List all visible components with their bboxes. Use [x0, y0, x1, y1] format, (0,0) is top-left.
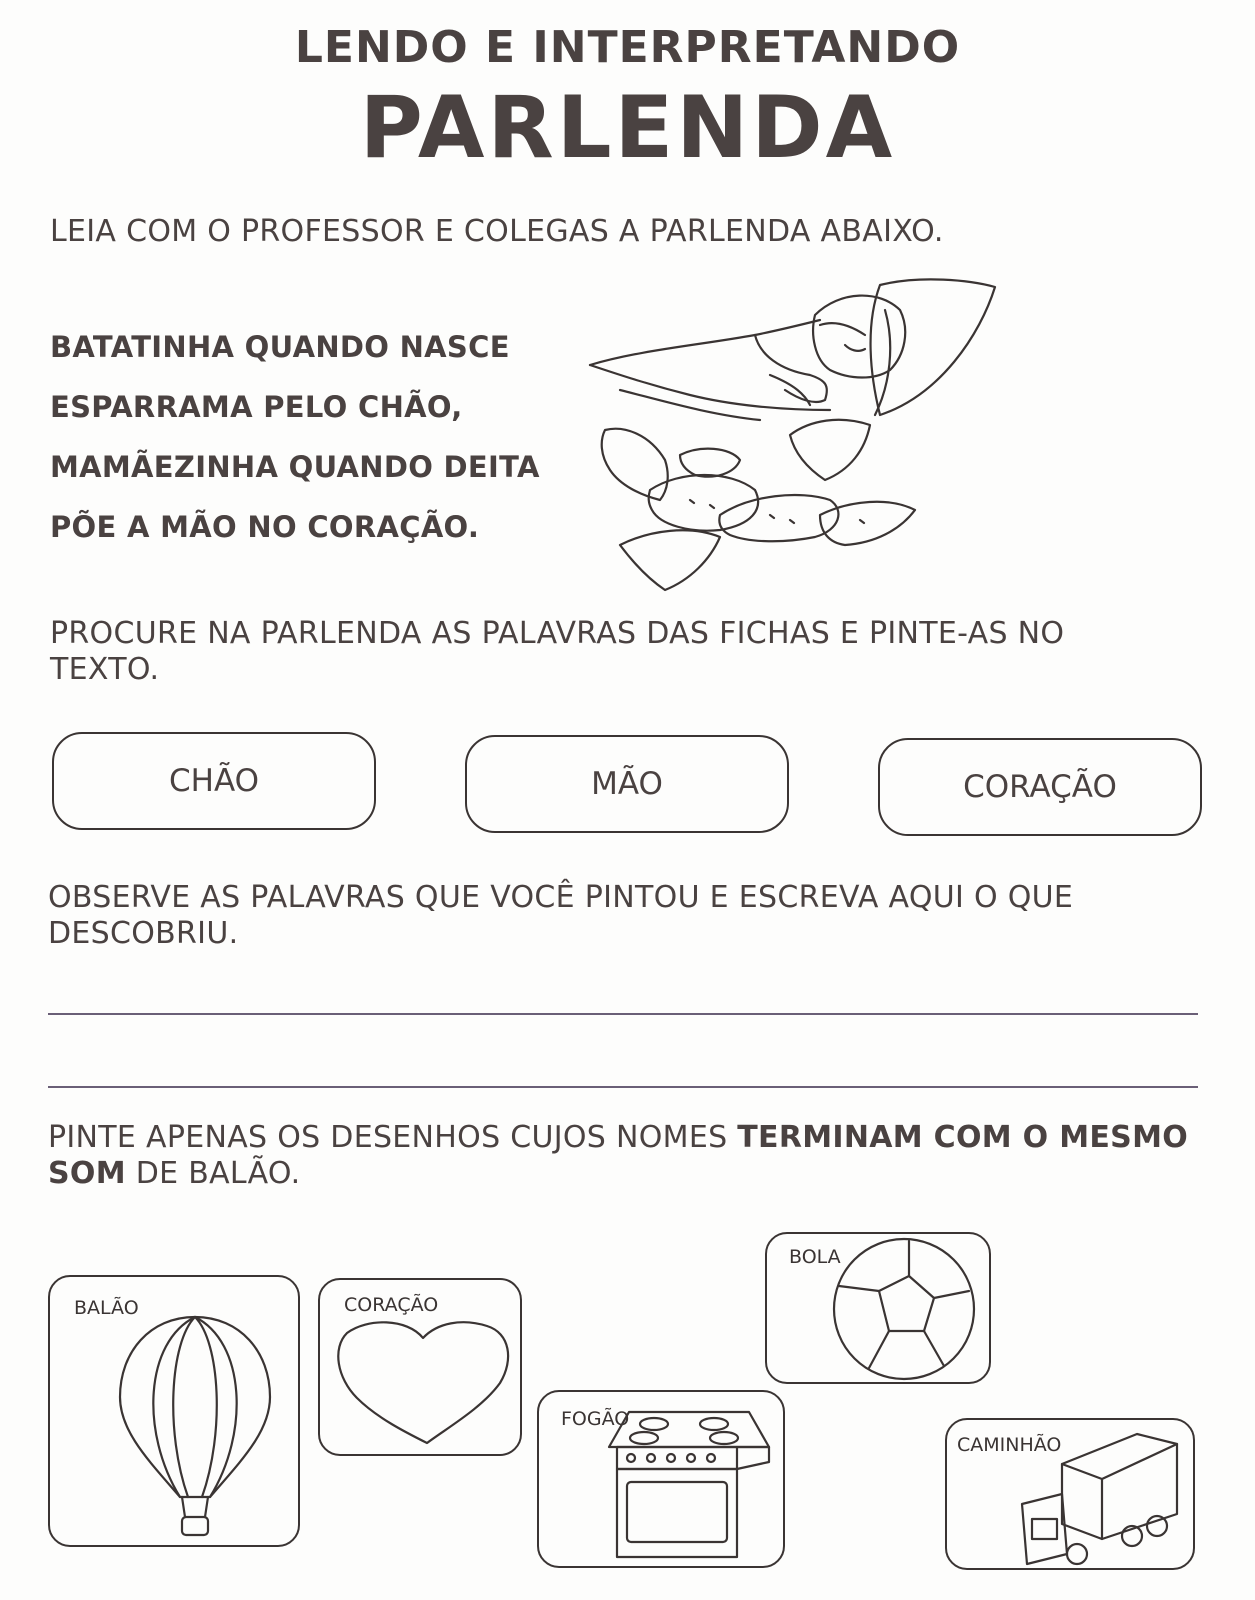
- heart-icon: [332, 1318, 514, 1448]
- sleeping-woman-potatoes-illustration: [580, 275, 1000, 615]
- observe-instruction-line-2: DESCOBRIU.: [48, 916, 239, 951]
- soccer-ball-icon: [829, 1236, 979, 1382]
- paint-instruction-bold-1: TERMINAM COM O MESMO: [737, 1120, 1189, 1155]
- picture-card-bola[interactable]: [765, 1232, 991, 1384]
- read-instruction: LEIA COM O PROFESSOR E COLEGAS A PARLENDA ABAIXO.: [50, 214, 944, 249]
- picture-card-fogao[interactable]: [537, 1390, 785, 1568]
- answer-line-1[interactable]: [48, 1013, 1198, 1015]
- poem-line-2: ESPARRAMA PELO CHÃO,: [50, 390, 463, 424]
- paint-instruction-post: DE BALÃO.: [125, 1156, 301, 1191]
- stove-icon: [599, 1402, 779, 1564]
- paint-instruction-pre: PINTE APENAS OS DESENHOS CUJOS NOMES: [48, 1120, 738, 1155]
- title-line-1: LENDO E INTERPRETANDO: [294, 22, 961, 73]
- picture-card-coracao[interactable]: [318, 1278, 522, 1456]
- poem-line-1: BATATINHA QUANDO NASCE: [50, 330, 510, 364]
- search-instruction-line-2: TEXTO.: [50, 652, 160, 687]
- picture-label-balao: BALÃO: [74, 1297, 139, 1319]
- word-card-chao: CHÃO: [52, 732, 376, 830]
- answer-line-2[interactable]: [48, 1086, 1198, 1088]
- poem-line-3: MAMÃEZINHA QUANDO DEITA: [50, 450, 540, 484]
- word-card-mao: MÃO: [465, 735, 789, 833]
- picture-label-caminhao: CAMINHÃO: [957, 1434, 1062, 1456]
- word-card-coracao: CORAÇÃO: [878, 738, 1202, 836]
- picture-label-coracao: CORAÇÃO: [344, 1294, 439, 1316]
- paint-instruction-bold-2: SOM: [48, 1156, 126, 1191]
- page-title: PARLENDA: [359, 78, 896, 178]
- truck-icon: [1017, 1424, 1193, 1570]
- picture-card-caminhao[interactable]: [945, 1418, 1195, 1570]
- hot-air-balloon-icon: [110, 1312, 280, 1542]
- poem-line-4: PÕE A MÃO NO CORAÇÃO.: [50, 510, 480, 544]
- observe-instruction-line-1: OBSERVE AS PALAVRAS QUE VOCÊ PINTOU E ESCREVA AQUI O QUE: [48, 880, 1074, 915]
- search-instruction-line-1: PROCURE NA PARLENDA AS PALAVRAS DAS FICHAS E PINTE-AS NO: [50, 616, 1065, 651]
- picture-label-fogao: FOGÃO: [561, 1408, 630, 1430]
- picture-card-balao[interactable]: [48, 1275, 300, 1547]
- paint-instruction: [48, 1120, 1218, 1192]
- picture-label-bola: BOLA: [789, 1246, 841, 1268]
